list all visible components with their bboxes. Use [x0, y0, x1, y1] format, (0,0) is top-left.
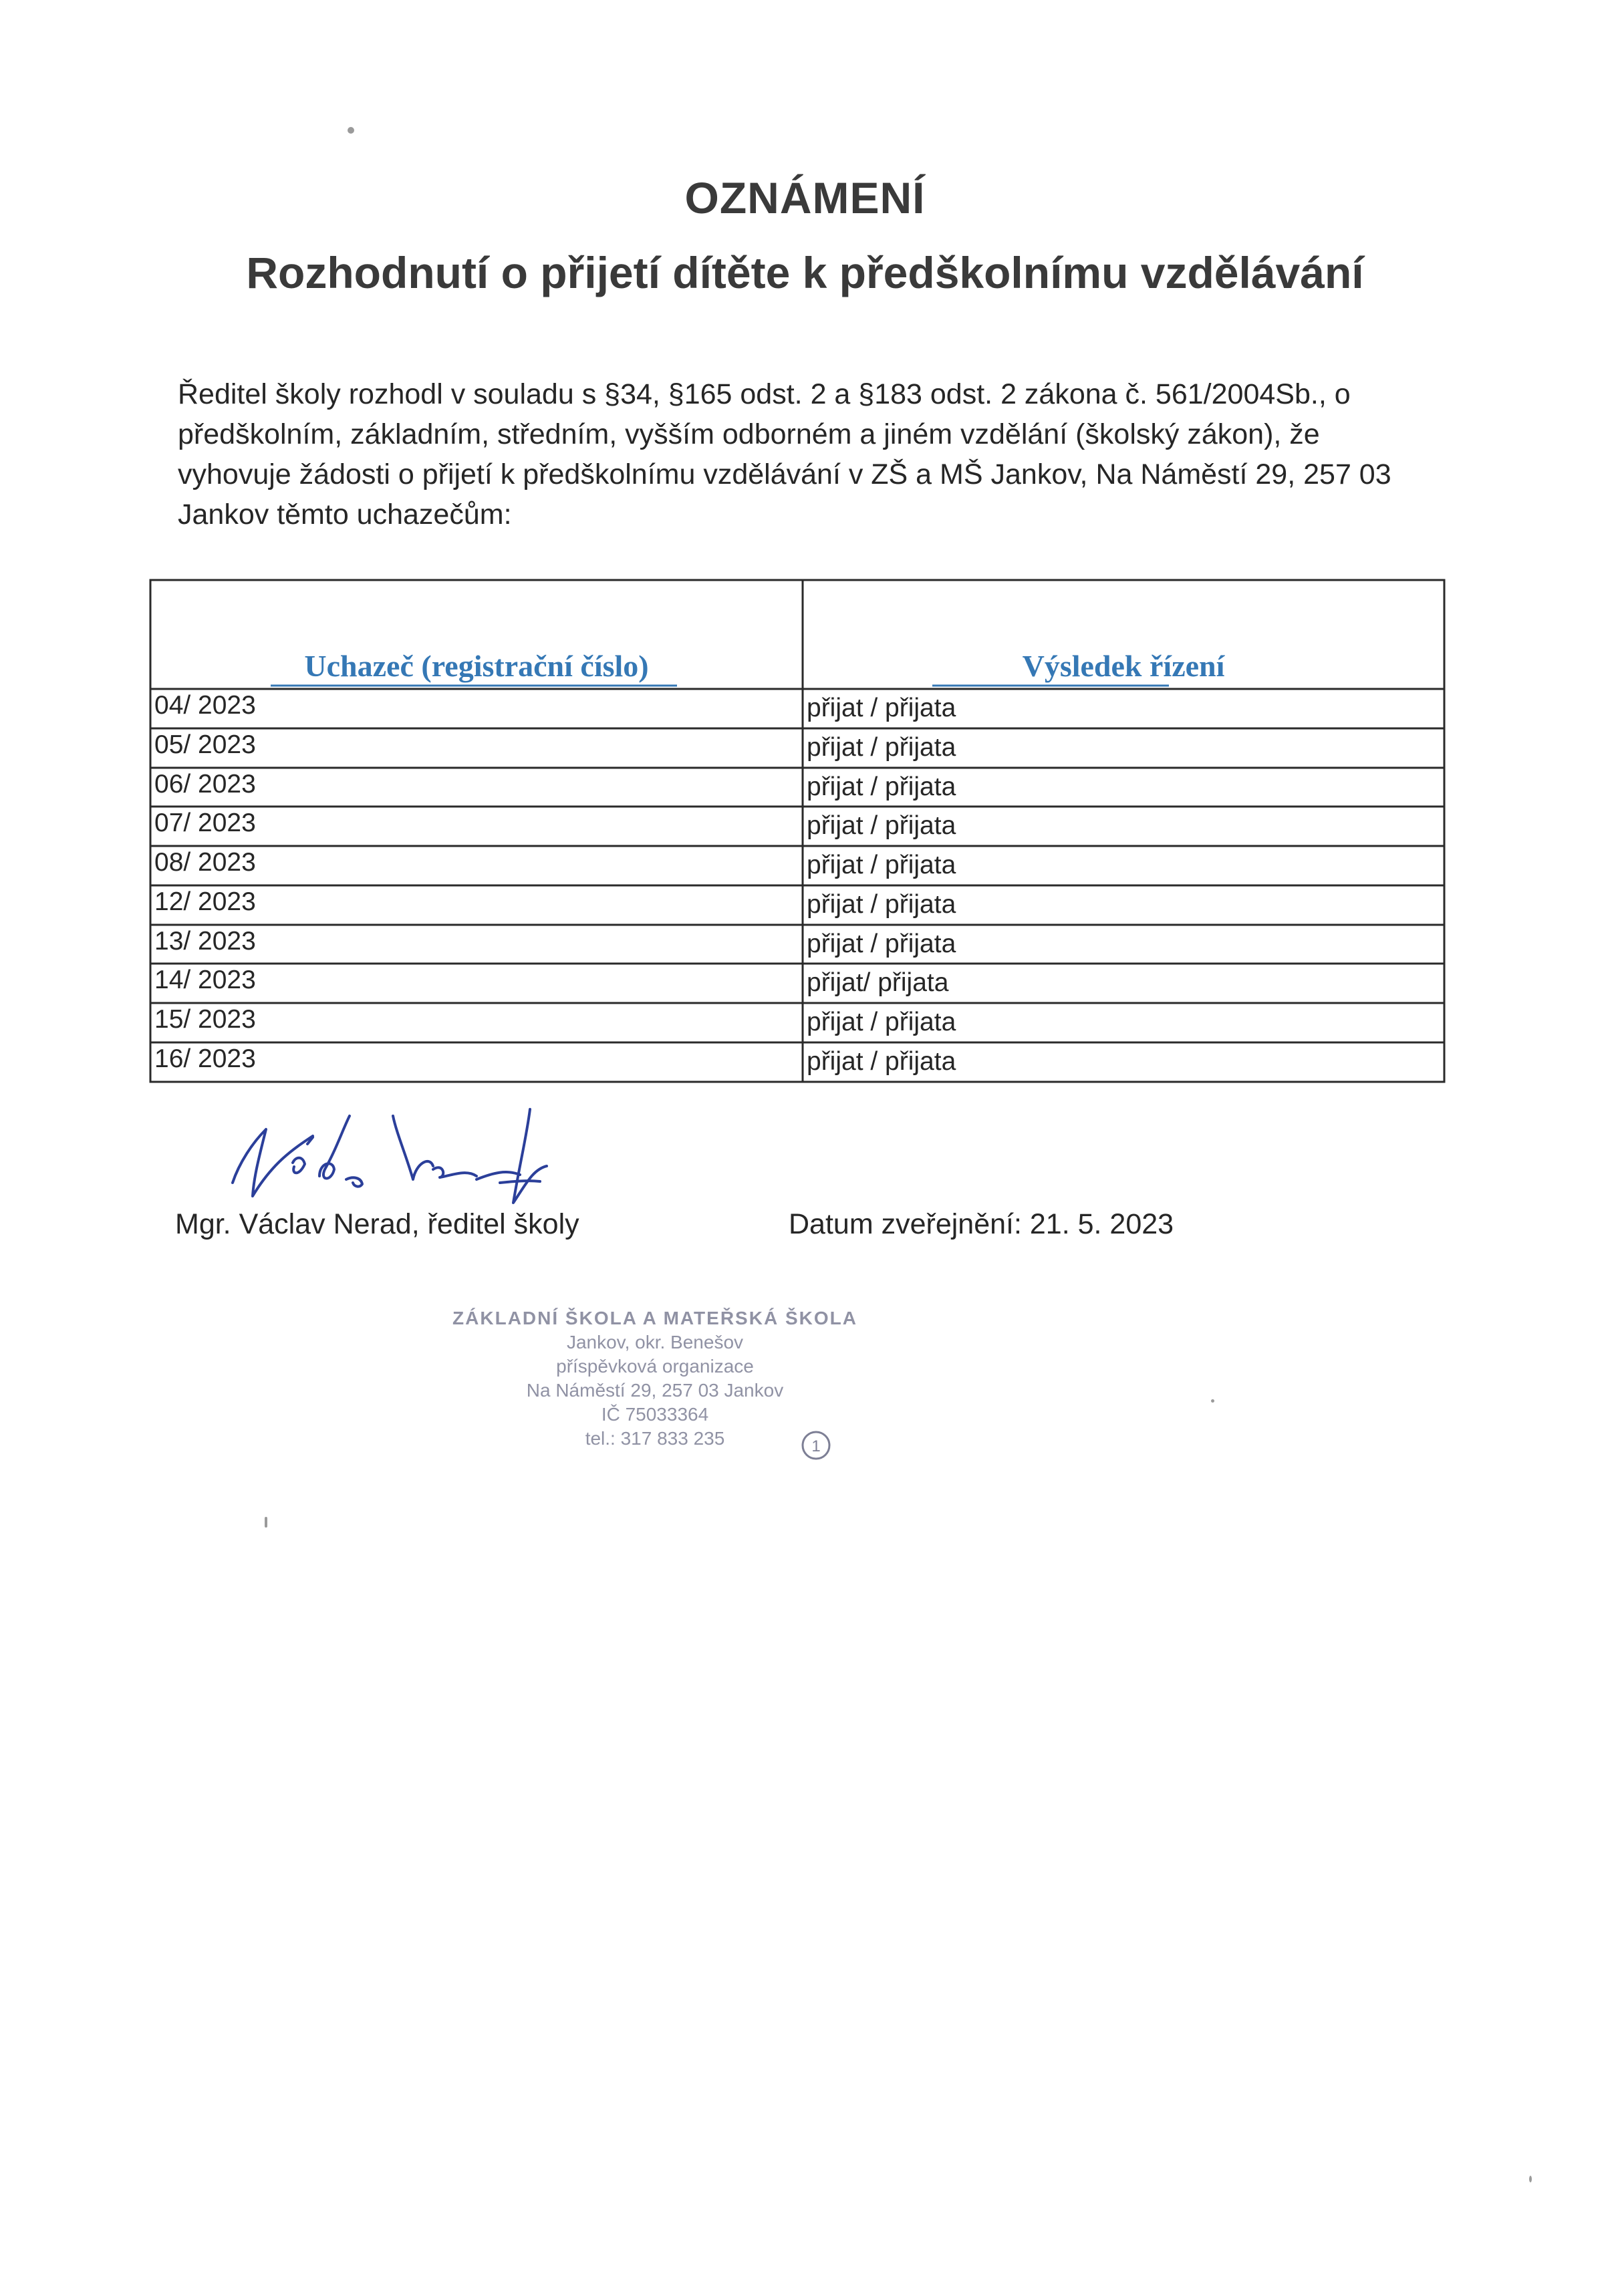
- result-cell: přijat / přijata: [807, 851, 956, 879]
- stamp-line: příspěvková organizace: [556, 1356, 754, 1377]
- page-subtitle: Rozhodnutí o přijetí dítěte k předškolnímu vzdělávání: [246, 248, 1364, 297]
- stamp-line: IČ 75033364: [601, 1404, 709, 1425]
- stamp-circle-mark: [799, 1429, 833, 1465]
- registration-number-cell: 15/ 2023: [154, 1005, 256, 1034]
- scan-speck: [1529, 2176, 1532, 2182]
- registration-number-cell: 16/ 2023: [154, 1044, 256, 1073]
- scan-speck: [1211, 1399, 1214, 1403]
- result-cell: přijat / přijata: [807, 811, 956, 840]
- stamp-line: Na Náměstí 29, 257 03 Jankov: [526, 1380, 784, 1401]
- stamp-line: Jankov, okr. Benešov: [566, 1332, 744, 1352]
- result-cell: přijat / přijata: [807, 1047, 956, 1076]
- column-header-result: Výsledek řízení: [1022, 649, 1225, 683]
- scan-speck: [348, 127, 354, 134]
- publication-date: Datum zveřejnění: 21. 5. 2023: [789, 1208, 1174, 1240]
- column-header-applicant: Uchazeč (registrační číslo): [304, 649, 649, 683]
- intro-line: vyhovuje žádosti o přijetí k předškolnímu vzdělávání v ZŠ a MŠ Jankov, Na Náměstí 29, 257 03: [178, 458, 1391, 490]
- result-cell: přijat / přijata: [807, 694, 956, 722]
- result-cell: přijat/ přijata: [807, 968, 949, 997]
- result-cell: přijat / přijata: [807, 772, 956, 801]
- stamp-line: ZÁKLADNÍ ŠKOLA A MATEŘSKÁ ŠKOLA: [452, 1308, 857, 1328]
- svg-text:1: 1: [811, 1437, 821, 1455]
- registration-number-cell: 06/ 2023: [154, 770, 256, 799]
- stamp-line: tel.: 317 833 235: [585, 1428, 725, 1449]
- results-table: [149, 579, 1446, 1083]
- result-cell: přijat / přijata: [807, 1008, 956, 1036]
- result-cell: přijat / přijata: [807, 733, 956, 762]
- result-cell: přijat / přijata: [807, 929, 956, 958]
- registration-number-cell: 08/ 2023: [154, 848, 256, 877]
- intro-line: Ředitel školy rozhodl v souladu s §34, §165 odst. 2 a §183 odst. 2 zákona č. 561/2004Sb., o: [178, 378, 1351, 410]
- scan-speck: [265, 1517, 267, 1528]
- result-cell: přijat / přijata: [807, 890, 956, 919]
- signature: [213, 1103, 587, 1219]
- registration-number-cell: 07/ 2023: [154, 809, 256, 837]
- registration-number-cell: 04/ 2023: [154, 691, 256, 720]
- signer-name: Mgr. Václav Nerad, ředitel školy: [175, 1208, 579, 1240]
- registration-number-cell: 12/ 2023: [154, 887, 256, 916]
- registration-number-cell: 05/ 2023: [154, 730, 256, 759]
- registration-number-cell: 13/ 2023: [154, 927, 256, 956]
- intro-line: předškolním, základním, středním, vyšším odborném a jiném vzdělání (školský zákon), že: [178, 418, 1320, 450]
- page-title: OZNÁMENÍ: [684, 173, 926, 223]
- intro-line: Jankov těmto uchazečům:: [178, 498, 512, 531]
- registration-number-cell: 14/ 2023: [154, 966, 256, 994]
